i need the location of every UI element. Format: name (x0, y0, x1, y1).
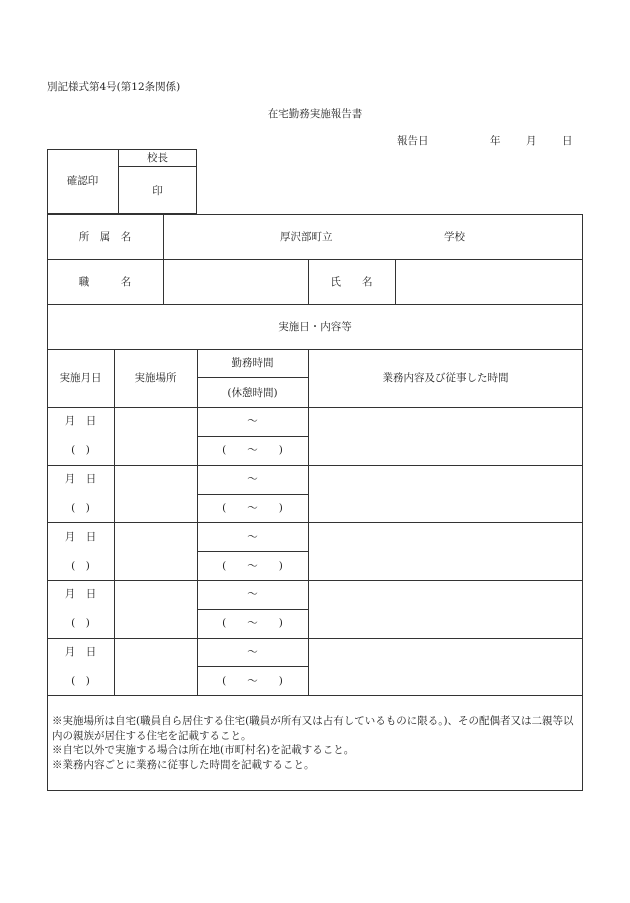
affiliation-label: 所 属 名 (78, 231, 132, 243)
row-month-day[interactable]: 月 日 (64, 588, 97, 600)
row-break-hours[interactable]: ( 〜 ) (222, 444, 283, 456)
divider (47, 695, 583, 696)
affiliation-school: 学校 (444, 231, 465, 243)
divider (197, 551, 308, 552)
position-label: 職 名 (78, 276, 132, 288)
row-break-hours[interactable]: ( 〜 ) (222, 560, 283, 572)
divider (114, 349, 115, 695)
divider (47, 638, 583, 639)
row-break-hours[interactable]: ( 〜 ) (222, 675, 283, 687)
row-month-day[interactable]: 月 日 (64, 415, 97, 427)
row-work-hours[interactable]: 〜 (247, 415, 258, 427)
divider (47, 259, 583, 260)
row-month-day[interactable]: 月 日 (64, 473, 97, 485)
row-work-hours[interactable]: 〜 (247, 646, 258, 658)
divider (197, 609, 308, 610)
divider (47, 465, 583, 466)
row-work-hours[interactable]: 〜 (247, 588, 258, 600)
divider (118, 166, 197, 167)
header-break: (休憩時間) (227, 387, 278, 399)
header-date: 実施月日 (59, 372, 102, 384)
divider (197, 349, 198, 695)
notes (52, 714, 580, 772)
row-weekday[interactable]: ( ) (71, 444, 90, 456)
report-date-day: 日 (562, 135, 573, 147)
note-line: ※実施場所は自宅(職員自ら居住する住宅(職員が所有又は占有しているものに限る。)、その配偶者又は二親等以内の親族が居住する住宅を記載すること。 (52, 715, 574, 742)
row-month-day[interactable]: 月 日 (64, 531, 97, 543)
form-title: 在宅勤務実施報告書 (267, 108, 363, 120)
divider (163, 214, 164, 304)
report-date-label: 報告日 (397, 135, 429, 147)
divider (47, 580, 583, 581)
row-break-hours[interactable]: ( 〜 ) (222, 502, 283, 514)
divider (47, 349, 583, 350)
divider (47, 407, 583, 408)
divider (197, 494, 308, 495)
divider (197, 666, 308, 667)
divider (47, 522, 583, 523)
note-line: ※自宅以外で実施する場合は所在地(市町村名)を記載すること。 (52, 744, 355, 756)
main-table (47, 214, 583, 791)
divider (308, 349, 309, 695)
row-break-hours[interactable]: ( 〜 ) (222, 617, 283, 629)
row-work-hours[interactable]: 〜 (247, 531, 258, 543)
row-work-hours[interactable]: 〜 (247, 473, 258, 485)
report-date-year: 年 (490, 135, 501, 147)
row-month-day[interactable]: 月 日 (64, 646, 97, 658)
confirm-label: 確認印 (66, 175, 99, 187)
header-content: 業務内容及び従事した時間 (382, 372, 509, 384)
row-weekday[interactable]: ( ) (71, 502, 90, 514)
section-title: 実施日・内容等 (278, 321, 352, 333)
form-reference: 別記様式第4号(第12条関係) (47, 81, 181, 93)
note-line: ※業務内容ごとに業務に従事した時間を記載すること。 (52, 758, 315, 771)
row-weekday[interactable]: ( ) (71, 560, 90, 572)
divider (197, 377, 308, 378)
affiliation-value[interactable]: 厚沢部町立 (280, 231, 333, 243)
divider (395, 259, 396, 304)
name-label: 氏 名 (330, 276, 373, 288)
divider (197, 436, 308, 437)
divider (47, 304, 583, 305)
principal-label: 校長 (147, 152, 168, 164)
seal-field[interactable]: 印 (152, 185, 163, 197)
header-place: 実施場所 (134, 372, 177, 384)
report-date-month: 月 (526, 135, 537, 147)
header-hours: 勤務時間 (231, 357, 274, 369)
row-weekday[interactable]: ( ) (71, 675, 90, 687)
row-weekday[interactable]: ( ) (71, 617, 90, 629)
